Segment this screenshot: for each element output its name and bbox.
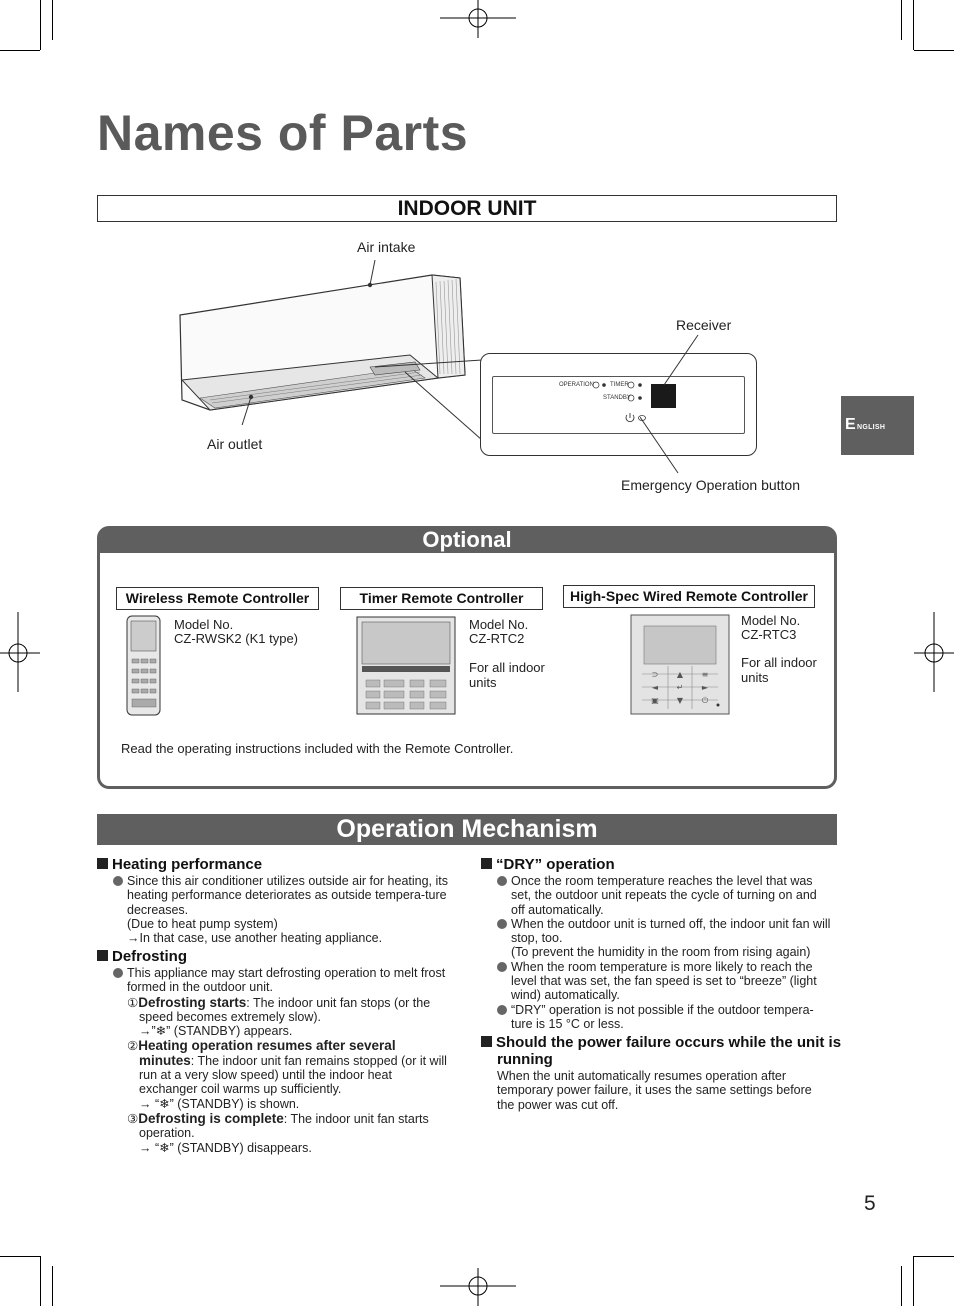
timer-model-note: For all indoor units [469, 660, 545, 690]
svg-text:▼: ▼ [676, 696, 684, 705]
timer-model-label: Model No. [469, 617, 529, 632]
standby-indicator-label: STANDBY [603, 395, 631, 401]
dry-bullet-2: When the outdoor unit is turned off, the indoor unit fan will stop, too. [497, 917, 831, 946]
square-bullet-icon [97, 950, 108, 961]
step-2-bold: Heating operation resumes after several minutes [138, 1038, 396, 1068]
high-spec-remote-image [630, 614, 731, 716]
air-outlet-label: Air outlet [207, 436, 263, 452]
wireless-model-label: Model No. [174, 617, 234, 632]
language-tab-initial: E [845, 416, 856, 433]
emergency-button-label: Emergency Operation button [621, 477, 800, 493]
power-failure-title-text: Should the power failure occurs while the unit is running [496, 1034, 842, 1068]
wireless-remote-title: Wireless Remote Controller [116, 587, 319, 610]
timer-model-number: CZ-RTC2 [469, 631, 525, 646]
heating-performance-title [97, 856, 262, 873]
defrosting-title-text: Defrosting [112, 948, 187, 965]
registration-mark-bottom [440, 1266, 520, 1306]
step-3-result: ” (STANDBY) disappears. [169, 1140, 312, 1155]
svg-text:↵: ↵ [676, 683, 684, 692]
defrosting-bullet: This appliance may start defrosting operation to melt frost formed in the outdoor unit. [113, 966, 453, 995]
operation-indicator-label: OPERATION [559, 382, 594, 388]
high-spec-model-number: CZ-RTC3 [741, 627, 797, 642]
receiver-label: Receiver [676, 317, 732, 333]
standby-icon: ❄ [155, 1024, 167, 1039]
standby-icon: ❄ [159, 1140, 170, 1155]
defrosting-title [97, 948, 187, 965]
receiver-callouts [640, 330, 710, 480]
dry-paren: (To prevent the humidity in the room from rising again) [511, 945, 811, 960]
power-failure-text: When the unit automatically resumes operation after temporary power failure, it uses the same settings before the power was cut off. [497, 1069, 812, 1112]
dry-operation-title [481, 856, 615, 873]
page-number: 5 [864, 1192, 876, 1215]
step-2-result: ” (STANDBY) is shown. [169, 1096, 300, 1111]
dry-bullet-4: “DRY” operation is not possible if the outdoor tempera-ture is 15 °C or less. [497, 1003, 831, 1032]
square-bullet-icon [481, 858, 492, 869]
registration-mark-right [912, 612, 954, 692]
step-3-bold: Defrosting is complete [138, 1110, 284, 1126]
operation-mechanism-heading: Operation Mechanism [97, 814, 837, 845]
language-tab-rest: NGLISH [857, 424, 886, 431]
step-3-number: ③ [127, 1111, 139, 1126]
svg-text:⏻: ⏻ [701, 696, 709, 705]
heating-performance-title-text: Heating performance [112, 856, 263, 873]
dry-operation-title-text: “DRY” operation [496, 856, 615, 873]
svg-text:►: ► [701, 683, 709, 692]
step-1-text: : The indoor unit fan stops (or the speed becomes extremely slow). [139, 995, 431, 1024]
high-spec-model-note: For all indoor units [741, 655, 817, 685]
defrosting-body [113, 966, 453, 1155]
standby-icon: ❄ [159, 1096, 170, 1111]
wireless-remote-image [125, 614, 163, 718]
language-tab [841, 396, 914, 455]
receiver-panel-detail [480, 353, 757, 456]
wireless-model-number: CZ-RWSK2 (K1 type) [174, 631, 299, 646]
svg-text:≡: ≡ [701, 670, 709, 679]
step-1-result: ” (STANDBY) appears. [166, 1024, 293, 1039]
defrost-step-2: ②Heating operation resumes after several minutes: The indoor unit fan remains stopped (or it will run at a very slow speed) until the indoor heat exchanger coil warms up sufficiently. → “❄” (STANDBY) is shown. [127, 1038, 447, 1111]
registration-mark-top [440, 0, 520, 40]
indoor-unit-heading: INDOOR UNIT [97, 195, 837, 222]
defrost-step-3: ③Defrosting is complete: The indoor unit fan starts operation. → “❄” (STANDBY) disappears. [127, 1110, 429, 1155]
timer-remote-title: Timer Remote Controller [340, 587, 543, 610]
power-failure-title [481, 1034, 842, 1068]
high-spec-remote-title: High-Spec Wired Remote Controller [563, 585, 815, 608]
step-1-bold: Defrosting starts [138, 994, 247, 1010]
svg-text:▲: ▲ [676, 670, 684, 679]
registration-mark-left [0, 612, 42, 692]
step-3-text: : The indoor unit fan starts operation. [139, 1111, 429, 1141]
page-title: Names of Parts [97, 105, 469, 161]
callout-lines [370, 355, 490, 445]
dry-bullet-3: When the room temperature is more likely to reach the level that was set, the fan speed is set to “breeze” (light wind) automatically. [497, 960, 831, 1003]
heating-bullet: Since this air conditioner utilizes outside air for heating, its heating performance deteriorates as outside tempera-ture decreases. [113, 874, 453, 917]
step-2-number: ② [127, 1039, 139, 1054]
defrost-step-1: ①Defrosting starts: The indoor unit fan stops (or the speed becomes extremely slow). →”❄” (STANDBY) appears. [127, 994, 431, 1039]
heating-performance-body [113, 874, 453, 945]
svg-text:◄: ◄ [651, 683, 659, 692]
step-2-text: : The indoor unit fan remains stopped (or it will run at a very slow speed) until the indoor heat exchanger coil warms up sufficiently. [139, 1053, 447, 1097]
optional-heading: Optional [100, 527, 834, 553]
timer-indicator-label: TIMER [610, 382, 629, 388]
dry-bullet-1: Once the room temperature reaches the level that was set, the outdoor unit repeats the cycle of turning on and off automatically. [497, 874, 831, 917]
svg-text:⊃: ⊃ [651, 670, 659, 679]
svg-text:▣: ▣ [651, 696, 659, 705]
square-bullet-icon [97, 858, 108, 869]
heating-paren: (Due to heat pump system) [127, 916, 278, 931]
square-bullet-icon [481, 1036, 492, 1047]
optional-footnote: Read the operating instructions included with the Remote Controller. [121, 741, 514, 756]
step-1-number: ① [127, 995, 139, 1010]
dry-operation-body [497, 874, 831, 1031]
timer-remote-image [356, 616, 457, 716]
air-intake-label: Air intake [357, 239, 416, 255]
high-spec-model-label: Model No. [741, 613, 801, 628]
heating-arrow: →In that case, use another heating appliance. [127, 931, 383, 946]
